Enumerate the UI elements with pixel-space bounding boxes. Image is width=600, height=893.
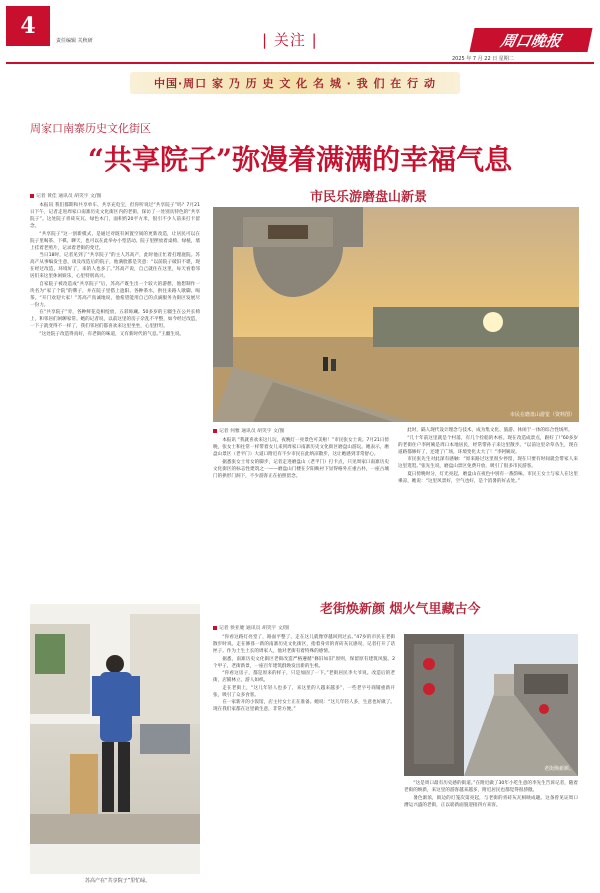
date-line: 2025 年 7 月 22 日 星期二 bbox=[452, 56, 514, 62]
section1-title: 市民乐游磨盘山新景 bbox=[310, 190, 428, 205]
paragraph: 本报讯 “我就喜欢来这儿玩，夜晚灯一亮景色可美啦！”市民张女士说。7月21日傍晚，张女士和往常一样带着女儿来到周家口南寨历史文化街区磨盘山游玩。她表示，磨盘山景区（老平门）大道口附近有不少市民在此纳凉散步，这让她感到非常舒心。 bbox=[213, 438, 389, 457]
paragraph: 走在老街上，“这儿年轻人也多了，来这里的人越来越多”，一些老字号商铺重新开张，吸引了众多食客。 bbox=[213, 685, 395, 698]
section1-byline bbox=[213, 427, 284, 434]
paragraph: “你看这房子，都是原来的样子，只是加固了一下。”老街居民李大爷说。改造后的老街，店铺林立，游人如织。 bbox=[213, 671, 395, 683]
paragraph: 当日18时，记者见到了“共享院子”的主人苏高产，此时他正忙着打理庭院。苏高产从事编发生意，谈及改造后的院子，他满脸都是笑意：“以前院子破旧不堪，现在经过改造，环境好了，来的人也多了。”苏高产说，自己就住在这里，每天看着邻居们来这里休闲娱乐，心里特别高兴。 bbox=[30, 253, 200, 279]
left-byline bbox=[30, 192, 101, 199]
bullet-icon bbox=[30, 194, 34, 198]
section2-text-col2 bbox=[404, 780, 578, 884]
paragraph: 市民张先生对此深有感触：“原来路过这里很少停留，现在只要有时间就会带家人来这里逛逛。”张先生说，磨盘山景区免费开放，吸引了很多市民游客。 bbox=[398, 457, 578, 469]
paragraph: 在一家新开的小饭馆，店主付女士正在准备。她说：“这儿年轻人多，生意也好做了。现在我们家都在这里做生意，非常方便。” bbox=[213, 700, 395, 712]
section1-byline-text: 记者 何雅 通讯员 胡笑宇 文/图 bbox=[219, 429, 285, 434]
paragraph: “这处院子改造得真好，有老街的味道，又有新时代的气息。”王疆生说。 bbox=[39, 331, 185, 337]
header-rule bbox=[6, 62, 594, 64]
paragraph: 在“共享院子”旁，各种鲜花竞相绽放，五彩斑斓。50多岁的王疆生在公共长椅上，和邻居们闲聊家常。她的记者说，以前这里的房子杂乱不平整，如今经过改造，一下子就变得不一样了，我们邻居们都喜欢来这里坐坐，心里舒坦。 bbox=[30, 310, 200, 329]
mopan-mountain-photo bbox=[213, 207, 579, 422]
section2-byline-text: 记者 侯亚婕 通讯员 胡笑宇 文/图 bbox=[219, 626, 290, 631]
section2-text-col1 bbox=[213, 634, 395, 884]
newspaper-logo bbox=[469, 28, 592, 52]
paragraph: 本报讯 我们都期和共享单车、共享充电宝，但你听说过“共享院子”吗？7月21日下午，记者走进周家口南寨历史文化街区内的老街，探访了一处别具特色的“共享院子”。这处院子青砖灰瓦、绿色木门，面积约20平方米，很引不少人前来打卡留念。 bbox=[30, 203, 200, 229]
bullet-icon bbox=[213, 626, 217, 630]
paragraph: “几十年前这里就是个村落，有几个拴船的木桩。现在改造成景点，跟好了!”60多岁的老街住户李阿姨是周口本地居民，经常带孙子来这里散步。“以前这里杂草丛生，现在道路都修好了，还建了广场，环境变化太大了！”李阿姨说。 bbox=[398, 435, 578, 455]
paragraph: 据悉张女士母女的脚步，记者走进磨盘山（老平门）打卡点，只见周家口南寨历史文化街区的标志性建筑之一——磨盘山门楼在夕阳映衬下显得格外庄重古朴，一座古城门的拱形门洞下，不少游客正在拍照留念。 bbox=[213, 459, 389, 479]
section-title: | 关注 | bbox=[262, 31, 318, 49]
old-street-photo bbox=[404, 634, 578, 776]
section1-photo-caption: 市民在磨盘山游览（资料图） bbox=[509, 412, 575, 418]
paragraph: 此时，隔人现代设计理念与技术，成为集文化、旅游、休闲于一体的综合性场所。 bbox=[407, 428, 573, 433]
paragraph: 夏日傍晚时分，灯光亮起，磨盘山在夜色中别有一番韵味。市民王女士与家人在这里乘凉，她说：“这里风景好，空气也好，是个消暑的好去处。” bbox=[398, 471, 578, 484]
article-headline: “共享院子”弥漫着满满的幸福气息 bbox=[87, 143, 513, 176]
campaign-banner: 中国·周口 家 乃 历 史 文 化 名 城 · 我 们 在 行 动 bbox=[130, 72, 460, 94]
article-kicker: 周家口南寨历史文化街区 bbox=[30, 122, 151, 135]
section1-text-col2 bbox=[398, 427, 578, 587]
editor-line: 责任编辑 关秋研 bbox=[56, 38, 93, 44]
courtyard-photo-art bbox=[30, 604, 200, 874]
left-column-text bbox=[30, 202, 200, 600]
section1-text-col1 bbox=[213, 437, 389, 587]
section2-photo-caption: 老街焕新颜。 bbox=[543, 766, 574, 772]
paragraph: “你看这路灯亮堂了，路面平整了，走在这儿就像穿越回到过去。”47岁的市民在老街散步时说。走在修葺一新的南寨历史文化街区，指着身旁的青砖灰瓦感叹，记者打开了话匣子。作为土生土长的周家人，他对老街有着特殊的感情。 bbox=[213, 635, 395, 654]
page-number: 4 bbox=[6, 6, 50, 46]
mopan-mountain-photo-art bbox=[213, 207, 579, 422]
old-street-photo-art bbox=[404, 634, 578, 776]
section2-title: 老街焕新颜 烟火气里藏古今 bbox=[320, 602, 481, 617]
logo-text: 周口晚报 bbox=[498, 31, 563, 50]
courtyard-photo bbox=[30, 604, 200, 874]
bullet-icon bbox=[213, 429, 217, 433]
section2-byline bbox=[213, 624, 289, 631]
paragraph: 据悉，南寨历史文化街区老街改造严格遵循“修旧如旧”原则，保留原有建筑风貌。2个甲子，老街新景，一座百年建筑群焕发出新的生机。 bbox=[213, 656, 395, 669]
paragraph: “共享院子”这一创新模式，是通过对既有闲置空间的更新改造，让居民可以在院子里喝茶、下棋、聊天，也可以在此举办小型活动。院子里摆放着桌椅、绿植，墙上挂着老照片，记录着老街的变迁。 bbox=[30, 231, 200, 251]
left-byline-text: 记者 黄佳 通讯员 胡笑宇 文/图 bbox=[36, 194, 102, 199]
left-photo-caption: 苏高产在“共享院子”里忙碌。 bbox=[85, 878, 151, 884]
paragraph: “这是周口最有历史感的街道。”在附近做了30年小吃生意的李先生告诉记者，随着老街的焕新，来这里的游客越来越多，附近居民也都觉得很骄傲。 bbox=[404, 781, 578, 793]
paragraph: 暑色渐浓，街边的灯笼次第亮起，与老街的青砖灰瓦相映成趣。这条曾见证周口漕运兴盛的老街，正以崭新面貌迎接四方来客。 bbox=[404, 795, 578, 808]
paragraph: 自家院子被改造成“共享院子”后，苏高产既生出一个较大的游憩，他想制作一块名为“家了个院”的牌子，并在院子里搭上遮阳、各种茶水，供往来路人歇脚、喝茶。“开门欢迎大家！”苏高产真诚地说，他希望能用自己的点滴服务为街区发展尽一份力。 bbox=[30, 281, 200, 308]
